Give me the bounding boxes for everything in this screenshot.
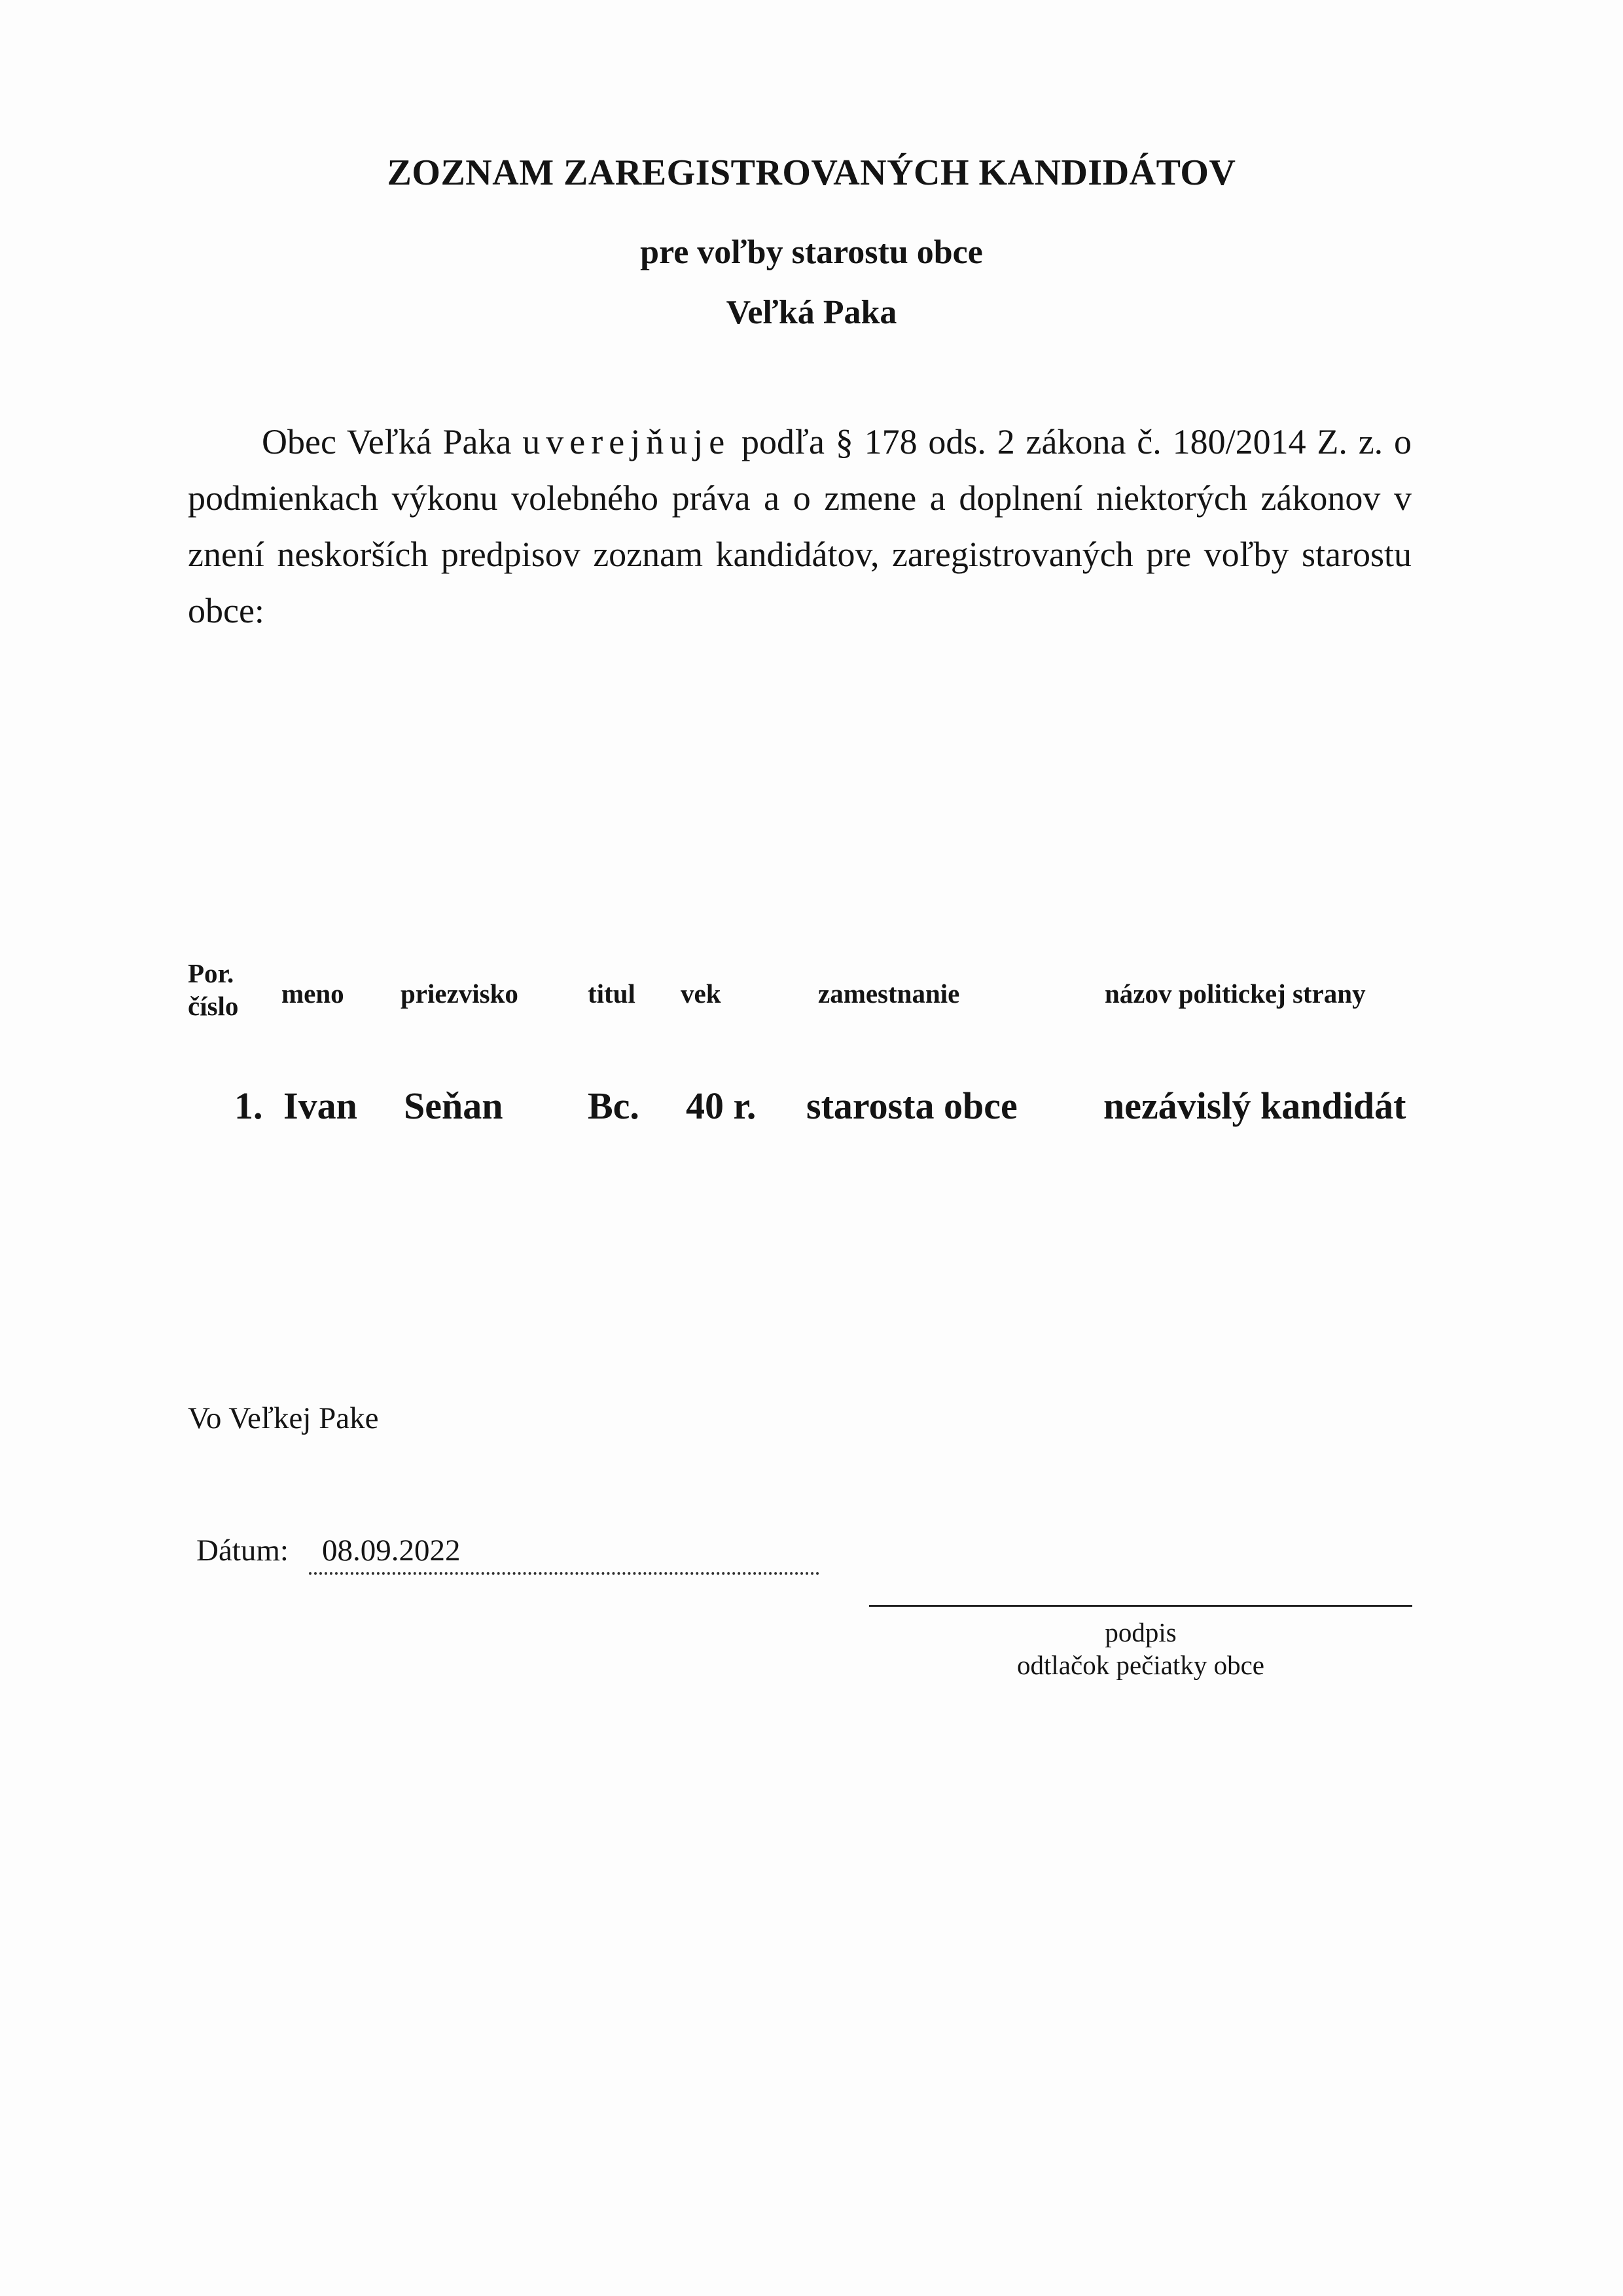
header-por-cislo <box>188 957 238 1022</box>
header-vek: vek <box>681 978 721 1009</box>
document-subtitle: pre voľby starostu obce <box>640 234 983 271</box>
row-titul: Bc. <box>588 1085 639 1127</box>
row-zamestnanie: starosta obce <box>806 1085 1018 1127</box>
header-priezvisko: priezvisko <box>401 978 518 1009</box>
intro-rest: podľa § 178 ods. 2 zákona č. 180/2014 Z. z. o podmienkach výkonu volebného práva a o zmene a doplnení niektorých zákonov v znení neskorších predpisov zoznam kandidátov, zaregistrovaných pre voľby starostu obce: <box>188 422 1412 630</box>
header-por: Por. <box>188 958 234 988</box>
header-meno: meno <box>281 978 344 1009</box>
row-vek: 40 r. <box>686 1085 757 1127</box>
intro-paragraph <box>188 414 1412 639</box>
date-label: Dátum: <box>196 1534 289 1568</box>
place-text: Vo Veľkej Pake <box>188 1401 379 1435</box>
signature-label: podpis <box>1105 1617 1177 1647</box>
row-meno: Ivan <box>283 1085 357 1127</box>
row-cislo: 1. <box>234 1085 263 1127</box>
date-value: 08.09.2022 <box>309 1533 819 1575</box>
document-title: ZOZNAM ZAREGISTROVANÝCH KANDIDÁTOV <box>387 152 1236 193</box>
header-zamestnanie: zamestnanie <box>818 978 960 1009</box>
stamp-label: odtlačok pečiatky obce <box>1017 1650 1264 1680</box>
header-cislo: číslo <box>188 991 239 1021</box>
intro-prefix: Obec Veľká Paka <box>262 422 523 461</box>
municipality-name: Veľká Paka <box>726 294 897 331</box>
header-titul: titul <box>588 978 635 1009</box>
row-strana: nezávislý kandidát <box>1103 1085 1406 1127</box>
header-strana: názov politickej strany <box>1105 978 1366 1009</box>
signature-line <box>869 1605 1412 1607</box>
row-priezvisko: Seňan <box>404 1085 503 1127</box>
intro-spaced-word: uverejňuje <box>522 422 731 461</box>
